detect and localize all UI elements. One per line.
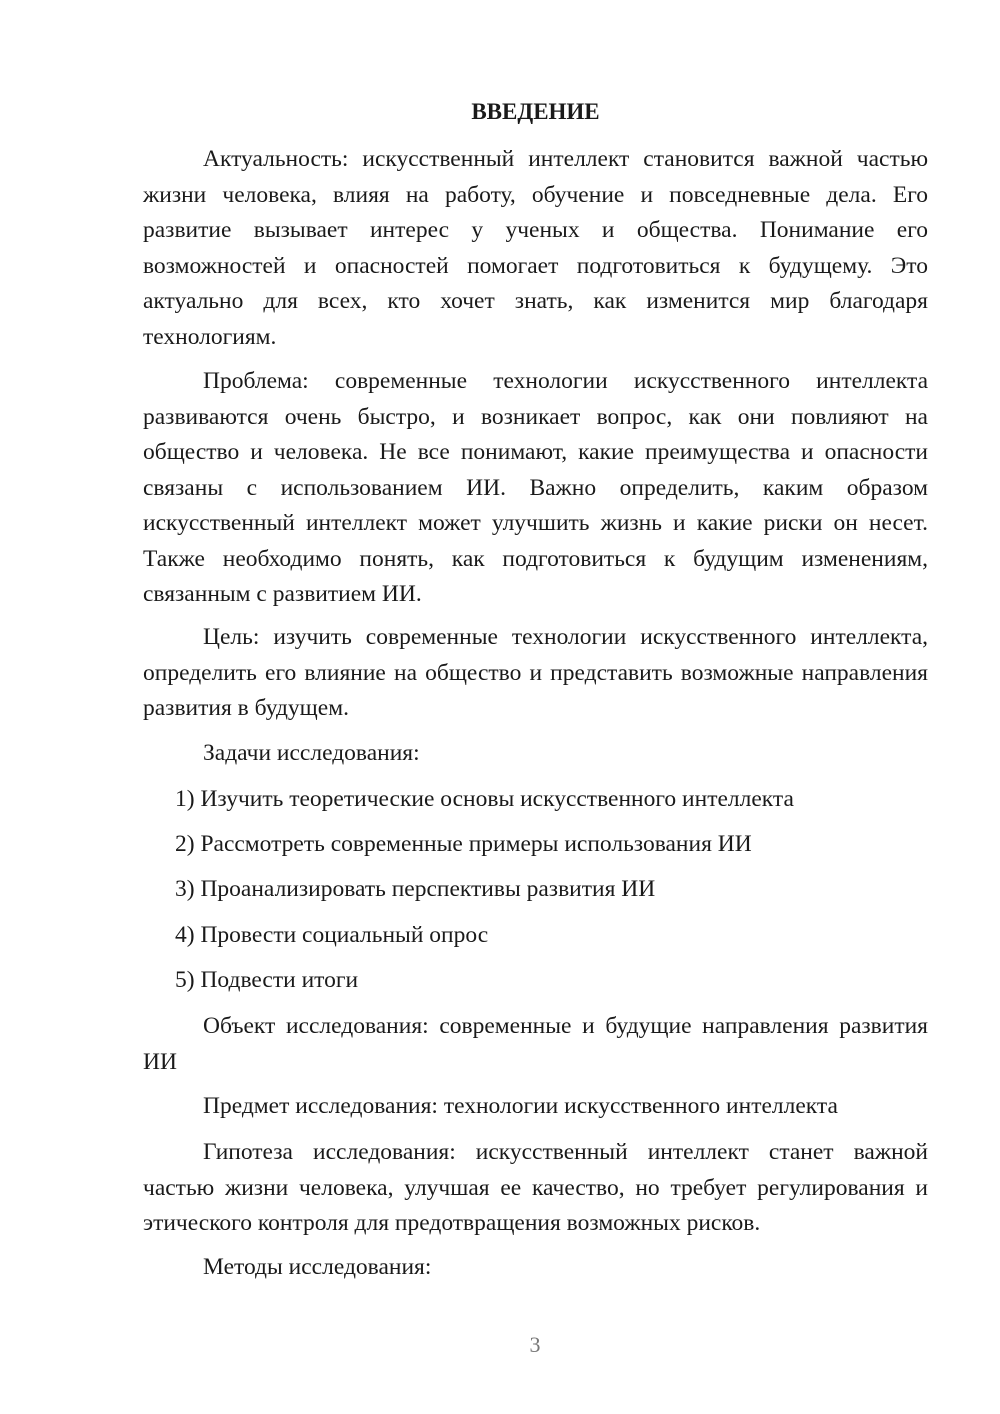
task-item: 1) Изучить теоретические основы искусственного интеллекта (175, 786, 794, 812)
methods-heading: Методы исследования: (203, 1254, 432, 1280)
task-item: 5) Подвести итоги (175, 967, 359, 993)
tasks-heading: Задачи исследования: (203, 740, 420, 766)
task-item: 2) Рассмотреть современные примеры использования ИИ (175, 831, 752, 857)
section-title: ВВЕДЕНИЕ (471, 99, 600, 124)
hypothesis-paragraph: Гипотеза исследования: искусственный интеллект станет важной частью жизни человека, улучшая ее качество, но требует регулирования и этического контроля для предотвращения возможных рисков. (143, 1139, 928, 1236)
page-number: 3 (529, 1332, 541, 1357)
object-paragraph: Объект исследования: современные и будущие направления развития ИИ (143, 1013, 928, 1075)
task-item: 4) Провести социальный опрос (175, 922, 489, 948)
problem-paragraph: Проблема: современные технологии искусственного интеллекта развиваются очень быстро, и возникает вопрос, как они повлияют на общество и человека. Не все понимают, какие преимущества и опасности связаны с использованием ИИ. Важно определить, каким образом искусственный интеллект может улучшить жизнь и какие риски он несет. Также необходимо понять, как подготовиться к будущим изменениям, связанным с развитием ИИ. (143, 368, 928, 607)
task-item: 3) Проанализировать перспективы развития ИИ (175, 876, 656, 902)
subject-paragraph: Предмет исследования: технологии искусственного интеллекта (203, 1093, 838, 1119)
relevance-paragraph: Актуальность: искусственный интеллект становится важной частью жизни человека, влияя на работу, обучение и повседневные дела. Его развитие вызывает интерес у ученых и общества. Понимание его возможностей и опасностей помогает подготовиться к будущему. Это актуально для всех, кто хочет знать, как изменится мир благодаря технологиям. (143, 146, 928, 350)
goal-paragraph: Цель: изучить современные технологии искусственного интеллекта, определить его влияние на общество и представить возможные направления развития в будущем. (143, 624, 928, 721)
